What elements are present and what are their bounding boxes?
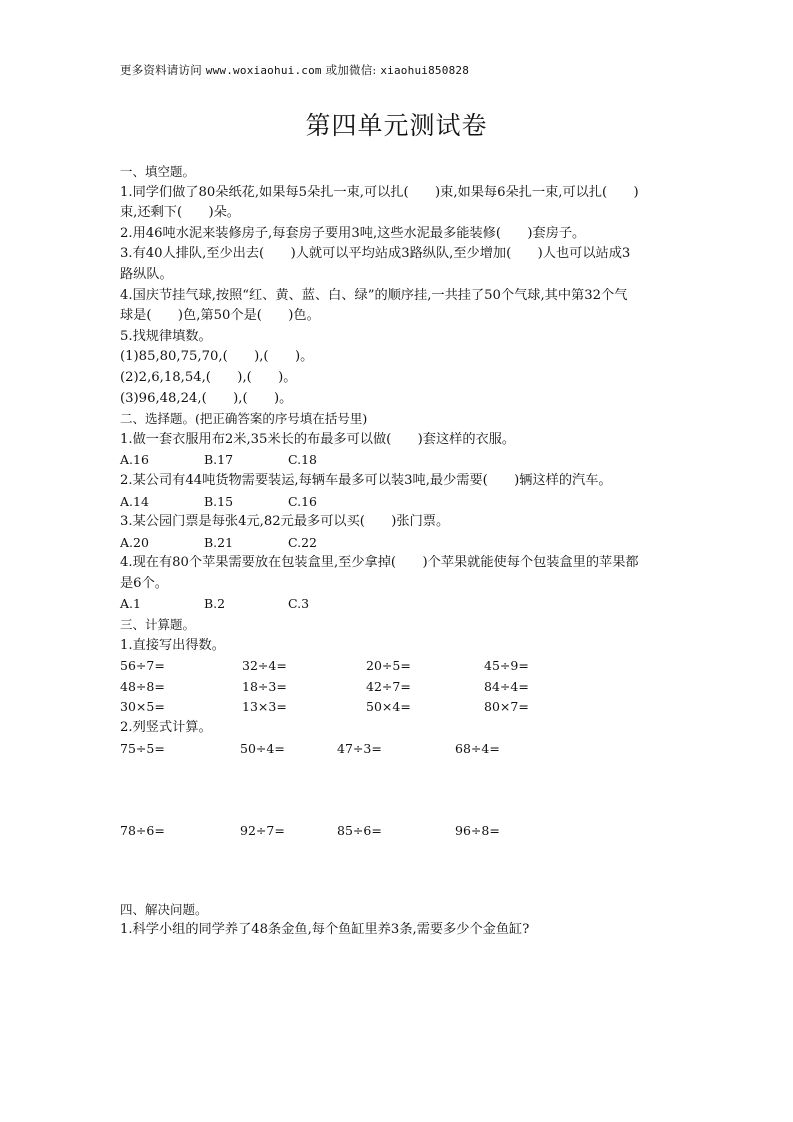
section2-heading: 二、选择题。(把正确答案的序号填在括号里) — [120, 411, 368, 427]
option-c: C.16 — [288, 493, 317, 509]
calc-item: 78÷6= — [120, 823, 165, 839]
calc-item: 68÷4= — [455, 740, 500, 756]
calc-item: 85÷6= — [337, 823, 382, 839]
question-text: 4.现在有80个苹果需要放在包装盒里,至少拿掉( )个苹果就能使每个包装盒里的苹果都 — [120, 555, 639, 571]
work-space — [120, 842, 680, 900]
calc-item: 48÷8= — [120, 678, 165, 694]
direct-calc-row — [120, 677, 680, 698]
question-text: 3.某公园门票是每张4元,82元最多可以买( )张门票。 — [120, 514, 450, 530]
calc-item: 84÷4= — [484, 678, 529, 694]
calc-item: 32÷4= — [242, 658, 287, 674]
header-site-link[interactable]: www.woxiaohui.com — [205, 64, 322, 77]
calc-item: 96÷8= — [455, 823, 500, 839]
vertical-calc-row — [120, 739, 680, 760]
calc-item: 50×4= — [366, 699, 411, 715]
option-b: B.21 — [204, 534, 234, 550]
calc-item: 42÷7= — [366, 678, 411, 694]
section1-line: 1.同学们做了80朵纸花,如果每5朵扎一束,可以扎( )束,如果每6朵扎一束,可以扎( ) — [120, 184, 639, 200]
calc-item: 18÷3= — [242, 678, 287, 694]
option-c: C.18 — [288, 452, 317, 468]
calc-item: 20÷5= — [366, 658, 411, 674]
question-text: 2.某公司有44吨货物需要装运,每辆车最多可以装3吨,最少需要( )辆这样的汽车。 — [120, 472, 612, 488]
section4-heading: 四、解决问题。 — [120, 901, 208, 917]
work-space — [120, 759, 680, 821]
option-c: C.22 — [288, 534, 317, 550]
calc-item: 75÷5= — [120, 740, 165, 756]
vertical-calc-heading: 2.列竖式计算。 — [120, 720, 212, 736]
direct-calc-row — [120, 656, 680, 677]
page-header — [120, 62, 469, 78]
option-c: C.3 — [288, 596, 310, 612]
section1-line: 2.用46吨水泥来装修房子,每套房子要用3吨,这些水泥最多能装修( )套房子。 — [120, 225, 586, 241]
option-a: A.1 — [120, 596, 141, 612]
option-b: B.15 — [204, 493, 234, 509]
vertical-calc-row — [120, 821, 680, 842]
direct-calc-row — [120, 697, 680, 718]
direct-calc-heading: 1.直接写出得数。 — [120, 637, 225, 653]
option-a: A.20 — [120, 534, 149, 550]
page-title: 第四单元测试卷 — [305, 111, 488, 140]
calc-item: 92÷7= — [240, 823, 285, 839]
section1-heading: 一、填空题。 — [120, 164, 196, 179]
header-wechat-id: xiaohui850828 — [380, 64, 470, 77]
section1-line: (1)85,80,75,70,( ),( )。 — [120, 349, 314, 365]
section1-line: 3.有40人排队,至少出去( )人就可以平均站成3路纵队,至少增加( )人也可以站成3 — [120, 246, 631, 262]
calc-item: 47÷3= — [337, 740, 382, 756]
worksheet-content — [120, 162, 680, 941]
section1-line: (3)96,48,24,( ),( )。 — [120, 390, 293, 406]
section1-line: (2)2,6,18,54,( ),( )。 — [120, 369, 297, 385]
header-prefix: 更多资料请访问 — [120, 63, 206, 77]
problem-text: 1.科学小组的同学养了48条金鱼,每个鱼缸里养3条,需要多少个金鱼缸? — [120, 922, 530, 938]
section3-heading: 三、计算题。 — [120, 617, 196, 633]
option-row — [120, 594, 680, 615]
option-a: A.14 — [120, 493, 149, 509]
question-text: 1.做一套衣服用布2米,35米长的布最多可以做( )套这样的衣服。 — [120, 431, 516, 447]
option-b: B.17 — [204, 452, 234, 468]
option-row — [120, 533, 680, 554]
header-middle: 或加微信: — [321, 63, 381, 77]
question-text: 是6个。 — [120, 575, 168, 591]
option-row — [120, 450, 680, 471]
calc-item: 50÷4= — [240, 740, 285, 756]
section1-line: 球是( )色,第50个是( )色。 — [120, 308, 320, 324]
option-a: A.16 — [120, 452, 149, 468]
calc-item: 13×3= — [242, 699, 287, 715]
calc-item: 30×5= — [120, 699, 165, 715]
section1-line: 4.国庆节挂气球,按照“红、黄、蓝、白、绿”的顺序挂,一共挂了50个气球,其中第32个气 — [120, 287, 628, 303]
section1-line: 路纵队。 — [120, 266, 173, 282]
calc-item: 45÷9= — [484, 658, 529, 674]
calc-item: 80×7= — [484, 699, 529, 715]
section1-line: 束,还剩下( )朵。 — [120, 205, 240, 221]
section1-line: 5.找规律填数。 — [120, 328, 212, 344]
calc-item: 56÷7= — [120, 658, 165, 674]
option-row — [120, 492, 680, 513]
option-b: B.2 — [204, 596, 226, 612]
